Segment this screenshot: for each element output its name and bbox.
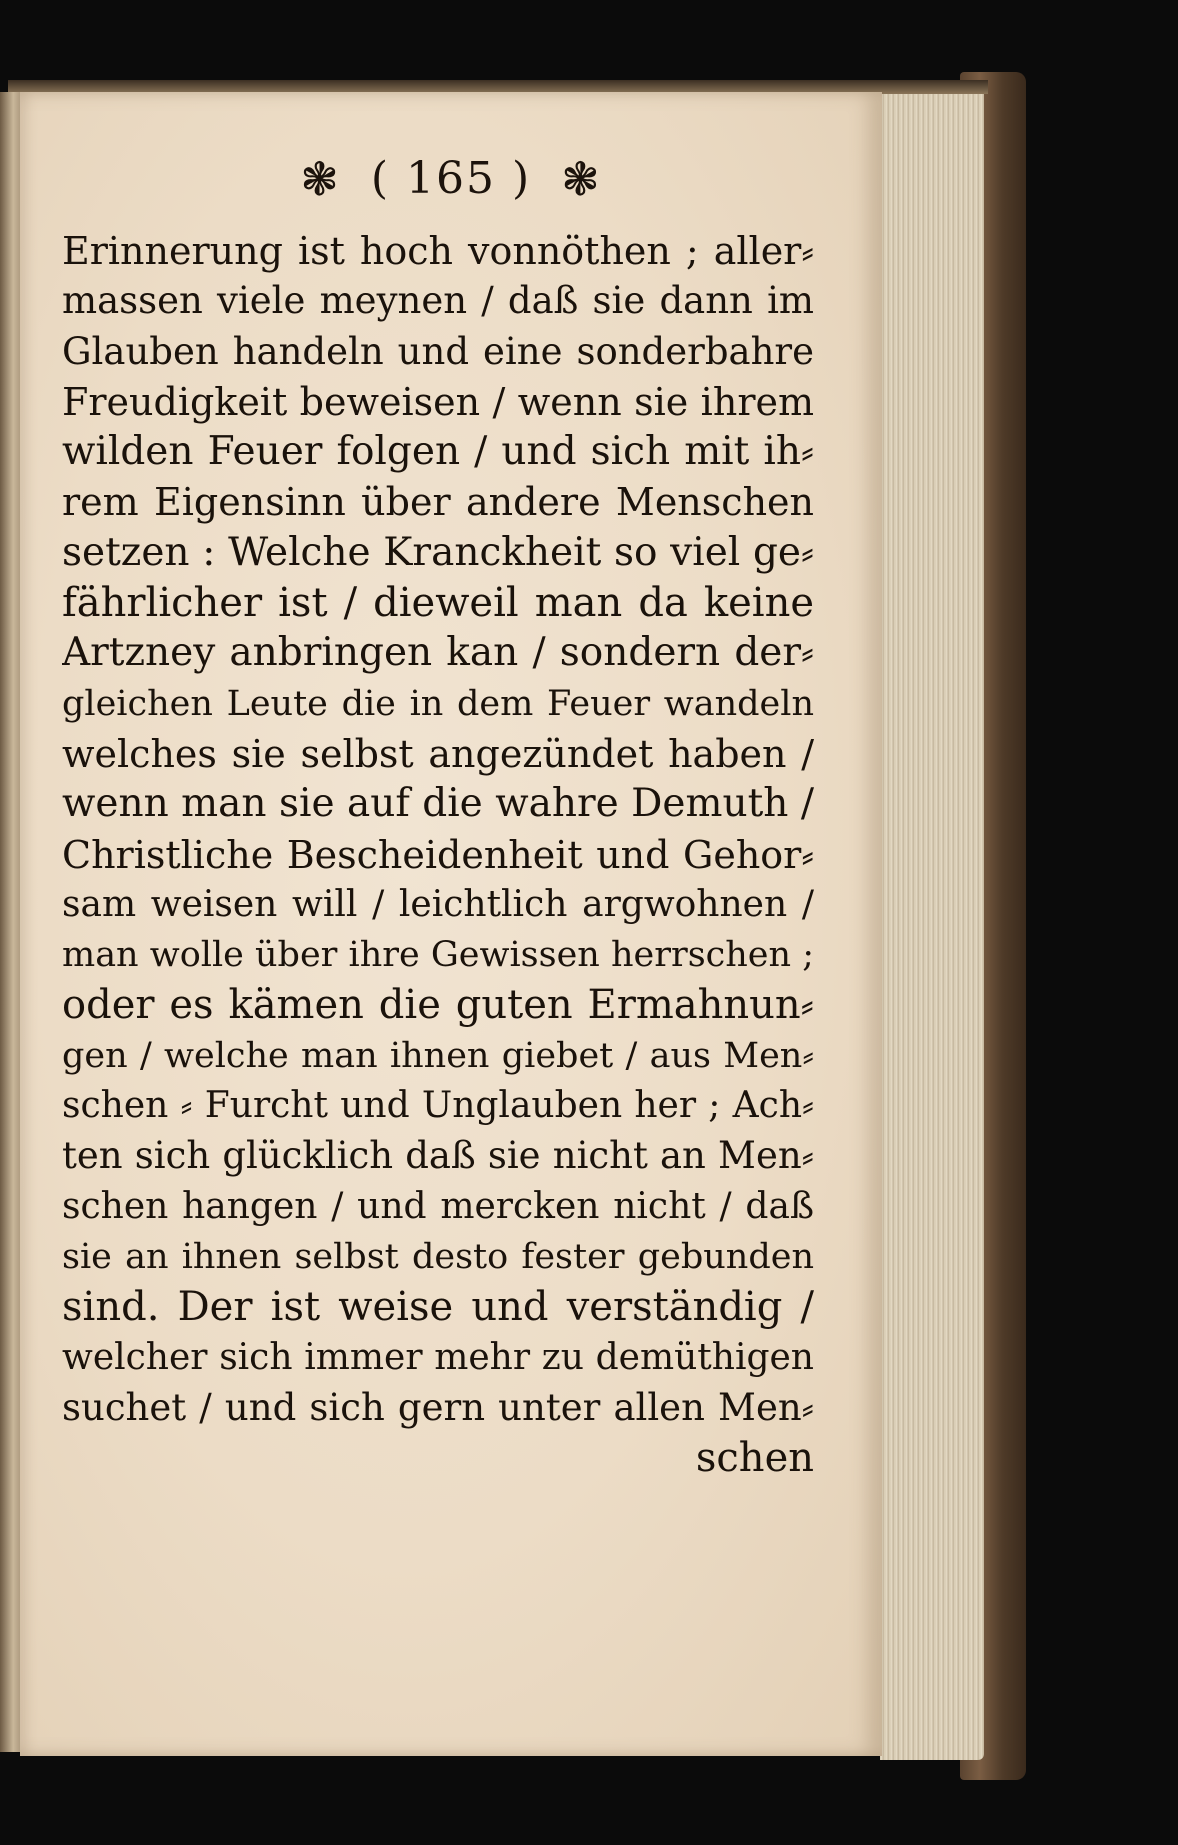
text-line: welches sie selbst angezündet haben /: [62, 731, 814, 776]
text-line: man wolle über ihre Gewissen herrschen ;: [62, 935, 814, 976]
text-line: setzen : Welche Kranckheit so viel ge⸗: [62, 529, 814, 575]
page-block-edge: [880, 88, 984, 1760]
book-page: [20, 92, 882, 1756]
text-line: welcher sich immer mehr zu demüthigen: [62, 1336, 814, 1378]
text-line: sind. Der ist weise und verständig /: [62, 1284, 814, 1331]
text-line: wenn man sie auf die wahre Demuth /: [62, 781, 814, 827]
text-line: gen / welche man ihnen giebet / aus Men⸗: [62, 1035, 814, 1076]
text-line: fährlicher ist / dieweil man da keine: [62, 580, 814, 627]
text-line: wilden Feuer folgen / und sich mit ih⸗: [62, 429, 814, 475]
text-line: suchet / und sich gern unter allen Men⸗: [62, 1385, 814, 1429]
text-line: Erinnerung ist hoch vonnöthen ; aller⸗: [62, 229, 814, 273]
catchword: schen: [695, 1435, 814, 1482]
text-line: gleichen Leute die in dem Feuer wandeln: [62, 683, 814, 724]
text-line: schen ⸗ Furcht und Unglauben her ; Ach⸗: [62, 1085, 814, 1127]
text-line: schen hangen / und mercken nicht / daß: [62, 1185, 814, 1227]
ornament-right-icon: ❃: [561, 151, 602, 206]
ornament-left-icon: ❃: [300, 151, 341, 206]
text-line: sam weisen will / leichtlich argwohnen /: [62, 883, 814, 925]
text-line: sie an ihnen selbst desto fester gebunden: [62, 1236, 814, 1277]
text-line: Christliche Bescheidenheit und Gehor⸗: [62, 832, 814, 877]
text-line: Artzney anbringen kan / sondern der⸗: [62, 630, 814, 676]
body-text: [62, 226, 814, 1483]
left-page-edge: [0, 92, 22, 1752]
text-line: oder es kämen die guten Ermahnun⸗: [62, 982, 814, 1029]
text-line: Glauben handeln und eine sonderbahre: [62, 329, 814, 373]
page-number: ( 165 ): [370, 153, 532, 204]
text-line: ten sich glücklich daß sie nicht an Men⸗: [62, 1134, 814, 1178]
page-header: [20, 150, 882, 206]
text-line: rem Eigensinn über andere Menschen: [62, 480, 814, 525]
text-line: massen viele meynen / daß sie dann im: [62, 279, 814, 323]
text-line: Freudigkeit beweisen / wenn sie ihrem: [62, 379, 814, 424]
